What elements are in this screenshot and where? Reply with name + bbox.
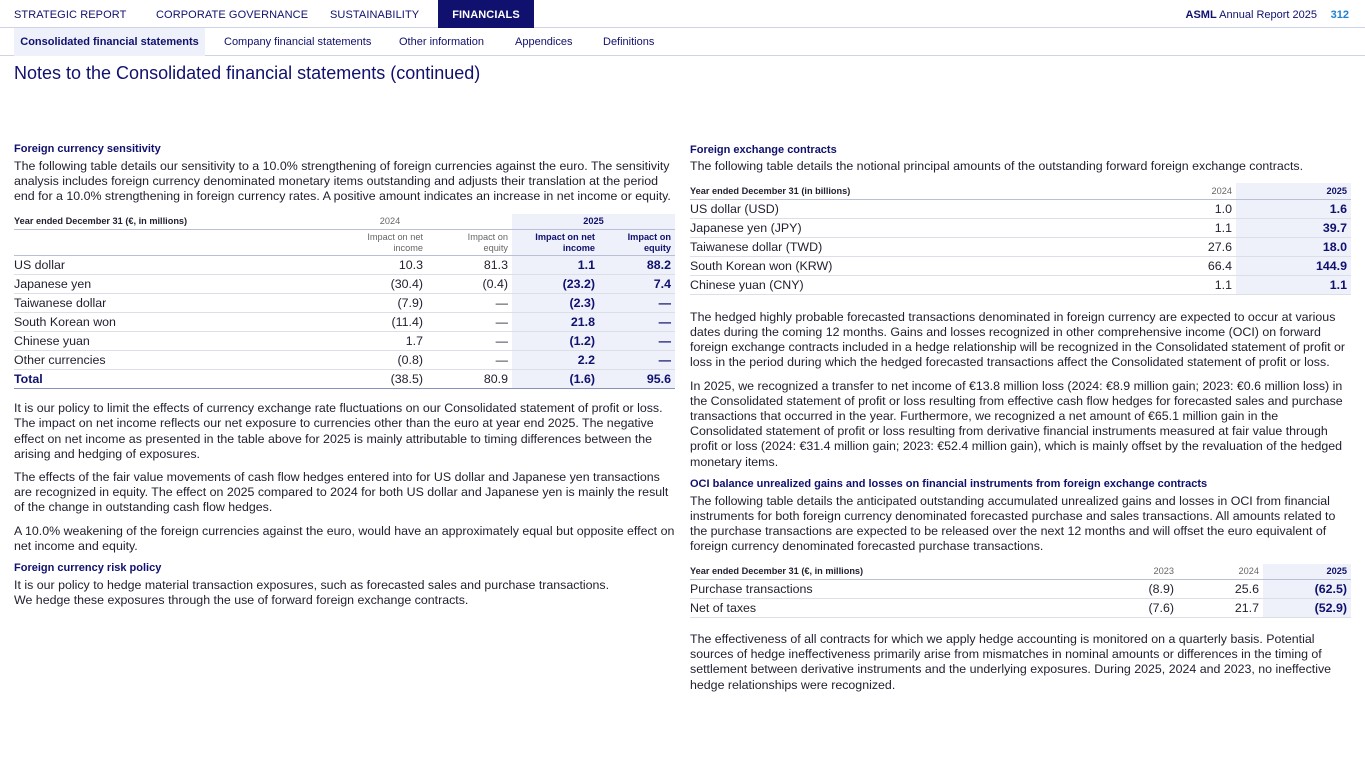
sensitivity-subheader-eq-2025 — [599, 230, 675, 256]
page-title: Notes to the Consolidated financial statements (continued) — [14, 63, 481, 83]
forward-contracts-table — [690, 183, 1351, 295]
cell-2024: 1.0 — [1120, 199, 1236, 218]
cell-ni-2025: (23.2) — [512, 275, 599, 294]
oci-balance-intro: The following table details the anticipated outstanding accumulated unrealized gains and losses in OCI from financial instruments for both foreign currency denominated forecasted purchase and sales transactions. All amounts related to the purchase transactions are expected to be released over the next 12 months and will offset the euro equivalent of foreign currency denominated forecasted purchase transactions. — [690, 493, 1336, 554]
sensitivity-table-caption: Year ended December 31 (€, in millions) — [14, 214, 324, 230]
row-label: South Korean won (KRW) — [690, 256, 1120, 275]
table-row — [14, 313, 675, 332]
sub-eq-2025-line1: Impact on — [627, 232, 671, 243]
oci-year-2024: 2024 — [1178, 564, 1263, 580]
table-row — [690, 599, 1351, 618]
sensitivity-table — [14, 214, 675, 390]
table-row — [14, 275, 675, 294]
contracts-year-2025: 2025 — [1236, 183, 1351, 199]
cell-ni-2025: (1.2) — [512, 332, 599, 351]
cell-eq-2025: 7.4 — [599, 275, 675, 294]
contracts-table-caption: Year ended December 31 (in billions) — [690, 183, 1120, 199]
sub-navigation — [0, 28, 1365, 56]
tab-sustainability[interactable]: SUSTAINABILITY — [330, 9, 420, 21]
cell-2023: (8.9) — [1090, 580, 1178, 599]
row-label: Chinese yuan (CNY) — [690, 275, 1120, 294]
cell-2025: 1.1 — [1236, 275, 1351, 294]
row-label: Other currencies — [14, 351, 324, 370]
row-label: US dollar (USD) — [690, 199, 1120, 218]
cell-eq-2025: 88.2 — [599, 256, 675, 275]
page-number: 312 — [1330, 9, 1349, 21]
sensitivity-subheader-blank — [14, 230, 324, 256]
table-row — [690, 199, 1351, 218]
cell-2025: 1.6 — [1236, 199, 1351, 218]
effectiveness-paragraph: The effectiveness of all contracts for which we apply hedge accounting is monitored on a quarterly basis. Potential sources of hedge ineffectiveness primarily arise from mismatches in nominal amounts or differences in the timing of settlement between derivative instruments and the underlying exposures. During 2025, 2024 and 2023, no ineffective hedge relationships were recognized. — [690, 632, 1332, 692]
cell-ni-2025: 1.1 — [512, 256, 599, 275]
report-brand — [1186, 0, 1317, 28]
cell-2024: 1.1 — [1120, 218, 1236, 237]
sub-ni-2024-line2: income — [393, 242, 423, 253]
sub-eq-2025-line2: equity — [643, 242, 671, 253]
sensitivity-year-2024: 2024 — [324, 214, 512, 230]
sub-ni-2025-line2: income — [562, 242, 595, 253]
cell-eq-2024: — — [427, 351, 512, 370]
oci-balance-table — [690, 564, 1351, 619]
sub-ni-2025-line1: Impact on net — [535, 232, 595, 243]
cell-2024: 66.4 — [1120, 256, 1236, 275]
oci-balance-heading: OCI balance unrealized gains and losses on financial instruments from foreign exchange contracts — [690, 477, 1208, 490]
subnav-company-financial-statements[interactable]: Company financial statements — [224, 36, 372, 48]
subnav-appendices[interactable]: Appendices — [515, 36, 573, 48]
foreign-currency-risk-policy-heading: Foreign currency risk policy — [14, 561, 162, 574]
cell-eq-2025: — — [599, 351, 675, 370]
foreign-exchange-contracts-heading: Foreign exchange contracts — [690, 144, 837, 156]
sensitivity-subheader-ni-2024 — [324, 230, 427, 256]
table-row — [14, 332, 675, 351]
row-label: Japanese yen — [14, 275, 324, 294]
brand-report-title: Annual Report 2025 — [1219, 9, 1317, 21]
oci-year-2023: 2023 — [1090, 564, 1178, 580]
row-label: Japanese yen (JPY) — [690, 218, 1120, 237]
cell-2024: 25.6 — [1178, 580, 1263, 599]
net-income-transfer-paragraph: In 2025, we recognized a transfer to net income of €13.8 million loss (2024: €8.9 million gain; 2023: €0.6 million loss) in the Consolidated statement of profit or loss resulting from effective cash flow hedges for forecasted sales and purchase transactions that occurred in the year. Furthermore, we recognized a net amount of €65.1 million gain in the Consolidated statement of profit or loss resulting from derivative financial instruments measured at fair value through profit or loss (2024: €31.4 million gain; 2023: €52.4 million gain), which is mainly offset by the revaluation of the hedged monetary items. — [690, 378, 1343, 469]
sensitivity-subheader-eq-2024 — [427, 230, 512, 256]
table-row — [14, 294, 675, 313]
total-label: Total — [14, 370, 324, 389]
cell-2025: (62.5) — [1263, 580, 1351, 599]
total-ni-2024: (38.5) — [324, 370, 427, 389]
brand-logo-text: ASML — [1185, 9, 1217, 21]
cell-2024: 27.6 — [1120, 237, 1236, 256]
sub-eq-2024-line1: Impact on — [467, 232, 508, 243]
risk-policy-line-2: We hedge these exposures through the use of forward foreign exchange contracts. — [14, 593, 469, 608]
cell-ni-2024: (11.4) — [324, 313, 427, 332]
sub-ni-2024-line1: Impact on net — [367, 232, 423, 243]
contracts-year-2024: 2024 — [1120, 183, 1236, 199]
cell-eq-2025: — — [599, 332, 675, 351]
oci-year-2025: 2025 — [1263, 564, 1351, 580]
cell-eq-2025: — — [599, 294, 675, 313]
cell-ni-2024: (30.4) — [324, 275, 427, 294]
table-total-row — [14, 370, 675, 389]
row-label: Net of taxes — [690, 599, 1090, 618]
risk-policy-line-1: It is our policy to hedge material transaction exposures, such as forecasted sales and purchase transactions. — [14, 577, 610, 592]
tab-corporate-governance[interactable]: CORPORATE GOVERNANCE — [156, 9, 309, 21]
table-row — [14, 351, 675, 370]
cell-ni-2025: 21.8 — [512, 313, 599, 332]
cell-eq-2024: — — [427, 332, 512, 351]
sub-eq-2024-line2: equity — [483, 242, 508, 253]
row-label: US dollar — [14, 256, 324, 275]
foreign-exchange-contracts-intro: The following table details the notional principal amounts of the outstanding forward foreign exchange contracts. — [690, 159, 1304, 173]
cell-eq-2025: — — [599, 313, 675, 332]
tab-strategic-report[interactable]: STRATEGIC REPORT — [14, 9, 127, 21]
subnav-definitions[interactable]: Definitions — [603, 36, 655, 48]
total-ni-2025: (1.6) — [512, 370, 599, 389]
row-label: Taiwanese dollar (TWD) — [690, 237, 1120, 256]
cell-eq-2024: — — [427, 313, 512, 332]
cell-2025: 39.7 — [1236, 218, 1351, 237]
table-row — [690, 218, 1351, 237]
hedged-transactions-paragraph: The hedged highly probable forecasted transactions denominated in foreign currency are expected to occur at various dates during the coming 12 months. Gains and losses recognized in other comprehensive income (OCI) on forward foreign exchange contracts included in a hedge relationship will be recognized in the Consolidated statement of profit or loss in the period during which the hedged forecasted transactions affect the Consolidated statement of profit or loss. — [690, 309, 1346, 370]
weakening-paragraph: A 10.0% weakening of the foreign currencies against the euro, would have an approximately equal but opposite effect on net income and equity. — [14, 523, 675, 553]
table-row — [690, 580, 1351, 599]
left-column — [14, 142, 675, 608]
cell-ni-2024: 10.3 — [324, 256, 427, 275]
tab-financials[interactable]: FINANCIALS — [438, 0, 534, 28]
subnav-other-information[interactable]: Other information — [399, 36, 484, 48]
cash-flow-hedge-paragraph: The effects of the fair value movements of cash flow hedges entered into for US dollar and Japanese yen transactions are recognized in equity. The effect on 2025 compared to 2024 for both US dollar and Japanese yen is mainly the result of the change in outstanding cash flow hedges. — [14, 469, 669, 515]
table-row — [690, 237, 1351, 256]
cell-eq-2024: — — [427, 294, 512, 313]
table-row — [690, 275, 1351, 294]
cell-ni-2025: 2.2 — [512, 351, 599, 370]
cell-2025: 18.0 — [1236, 237, 1351, 256]
sensitivity-subheader-ni-2025 — [512, 230, 599, 256]
cell-ni-2024: 1.7 — [324, 332, 427, 351]
cell-2025: 144.9 — [1236, 256, 1351, 275]
sensitivity-year-2025: 2025 — [512, 214, 675, 230]
table-row — [690, 256, 1351, 275]
row-label: South Korean won — [14, 313, 324, 332]
subnav-consolidated-financial-statements[interactable]: Consolidated financial statements — [14, 28, 205, 56]
oci-table-caption: Year ended December 31 (€, in millions) — [690, 564, 1090, 580]
table-row — [14, 256, 675, 275]
foreign-currency-sensitivity-heading: Foreign currency sensitivity — [14, 143, 161, 155]
cell-eq-2024: (0.4) — [427, 275, 512, 294]
cell-eq-2024: 81.3 — [427, 256, 512, 275]
total-eq-2025: 95.6 — [599, 370, 675, 389]
cell-ni-2025: (2.3) — [512, 294, 599, 313]
row-label: Chinese yuan — [14, 332, 324, 351]
top-navigation — [0, 0, 1365, 28]
cell-ni-2024: (0.8) — [324, 351, 427, 370]
foreign-currency-sensitivity-intro: The following table details our sensitivity to a 10.0% strengthening of foreign currencies against the euro. The sensitivity analysis includes foreign currency denominated monetary items outstanding and adjusts their translation at the period end for a 10.0% strengthening in foreign currency rates. A positive amount indicates an increase in net income or equity. — [14, 159, 671, 204]
cell-2024: 21.7 — [1178, 599, 1263, 618]
cell-2024: 1.1 — [1120, 275, 1236, 294]
row-label: Purchase transactions — [690, 580, 1090, 599]
total-eq-2024: 80.9 — [427, 370, 512, 389]
policy-paragraph: It is our policy to limit the effects of currency exchange rate fluctuations on our Consolidated statement of profit or loss. The impact on net income reflects our net exposure to currencies other than the euro at year end 2025. The negative effect on net income as presented in the table above for 2025 is mainly attributable to timing differences between the arising and hedging of exposures. — [14, 401, 663, 461]
cell-2025: (52.9) — [1263, 599, 1351, 618]
cell-2023: (7.6) — [1090, 599, 1178, 618]
cell-ni-2024: (7.9) — [324, 294, 427, 313]
row-label: Taiwanese dollar — [14, 294, 324, 313]
right-column — [690, 143, 1351, 693]
